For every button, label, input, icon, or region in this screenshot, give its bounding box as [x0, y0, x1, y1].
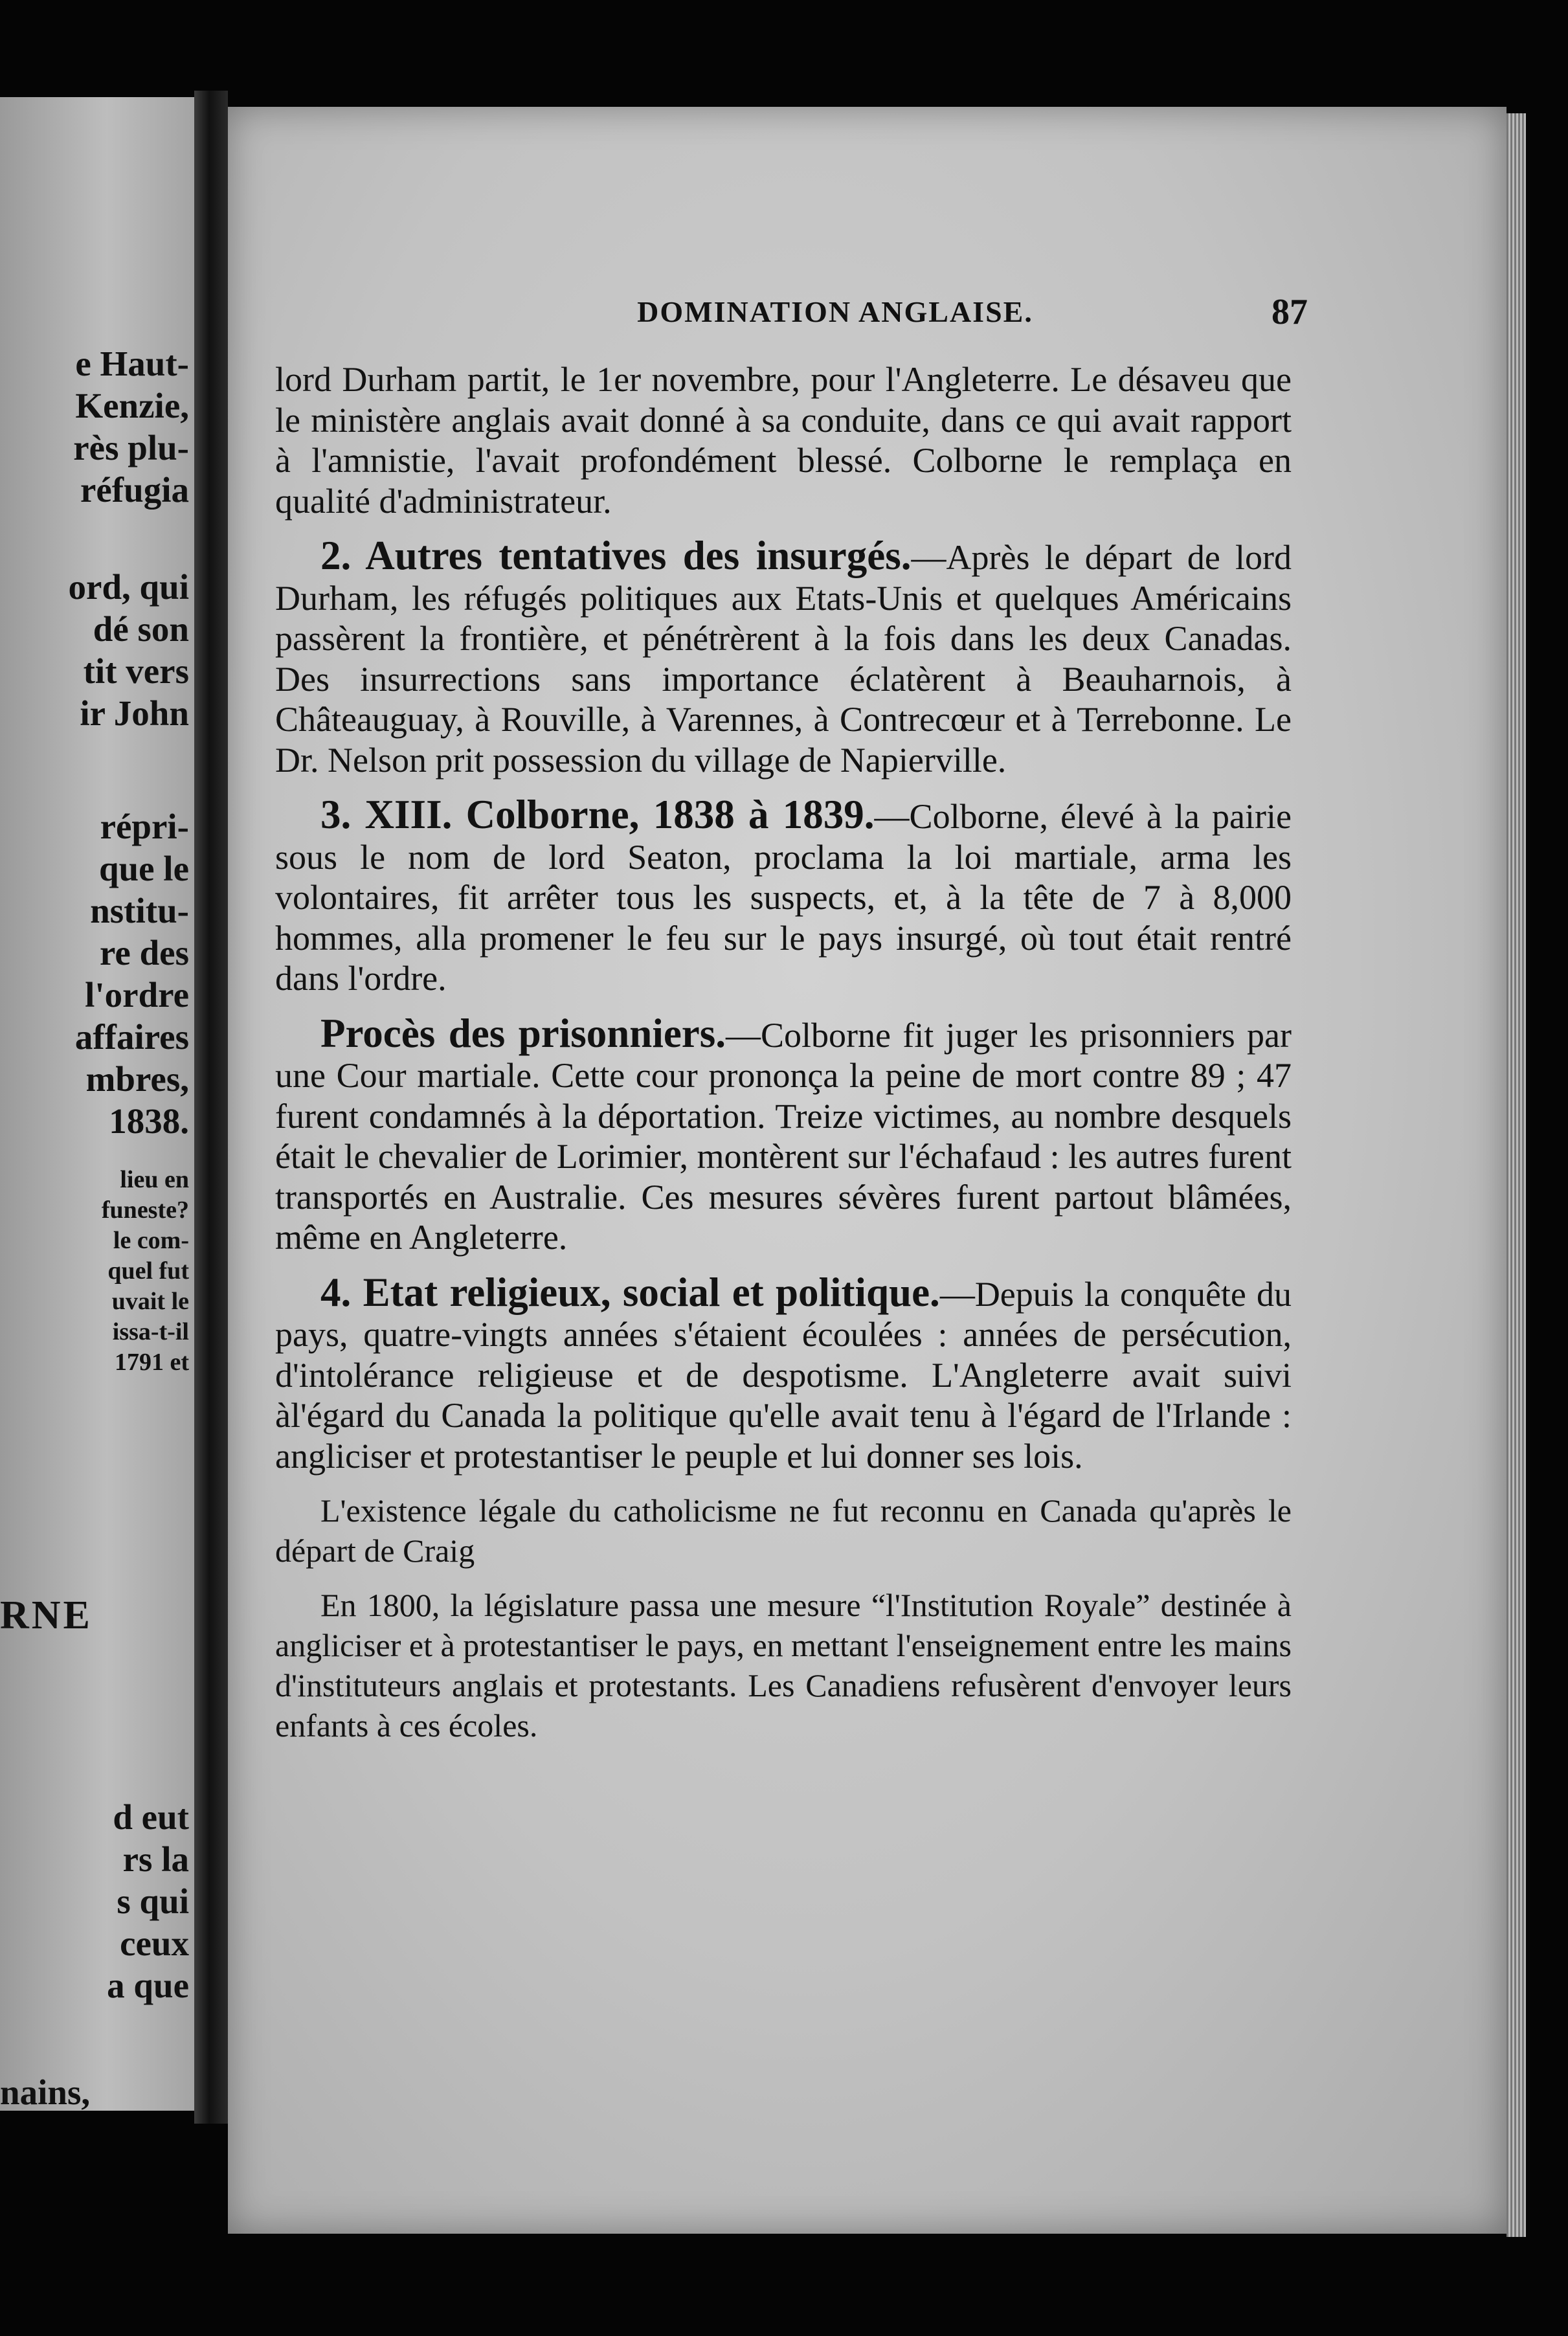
left-fragment: a que — [107, 1966, 189, 2005]
left-fragment: rès plu- — [73, 428, 189, 467]
left-fragment: tit vers — [83, 651, 189, 691]
paragraph: L'existence légale du catholicisme ne fut reconnu en Canada qu'après le départ de Craig — [275, 1492, 1292, 1569]
left-fragment: dé son — [93, 609, 189, 649]
previous-page-edge — [0, 97, 194, 2111]
left-fragment: s qui — [117, 1881, 189, 1921]
left-fragment: Kenzie, — [75, 386, 189, 425]
page-body — [275, 359, 1292, 1746]
section-proces — [275, 1010, 1292, 1258]
section-text: —Depuis la conquête du pays, quatre-vingts années s'étaient écoulées : années de persécution, d'intolérance religieuse et de despotisme. L'Angleterre avait suivi àl'égard du Canada la politique qu'elle avait tenu à l'égard de l'Irlande : angliciser et protestantiser le peuple et lui donner ses lois. — [275, 1274, 1292, 1476]
left-fragment: que le — [98, 849, 189, 888]
left-fragment: ord, qui — [68, 567, 189, 607]
left-fragment: mbres, — [85, 1059, 189, 1099]
left-fragment: ceux — [120, 1924, 189, 1963]
left-fragment: le com- — [113, 1227, 189, 1254]
left-fragment: nstitu- — [90, 891, 189, 930]
section-heading: 4. Etat religieux, social et politique. — [320, 1269, 940, 1315]
left-fragment: d eut — [113, 1797, 189, 1837]
left-fragment: 1838. — [109, 1101, 189, 1141]
paragraph: En 1800, la législature passa une mesure “l'Institution Royale” destinée à angliciser et à protestantiser le pays, en mettant l'enseignement entre les mains d'instituteurs anglais et protestants. Les Canadiens refusèrent d'envoyer leurs enfants à ces écoles. — [275, 1587, 1292, 1744]
page-number: 87 — [1271, 292, 1308, 332]
paragraph: lord Durham partit, le 1er novembre, pour l'Angleterre. Le désaveu que le ministère anglais avait donné à sa conduite, dans ce qui avait rapport à l'amnistie, l'avait profondément blessé. Colborne le remplaça en qualité d'administrateur. — [275, 360, 1292, 521]
section-text: —Colborne fit juger les prisonniers par une Cour martiale. Cette cour prononça la peine de mort contre 89 ; 47 furent condamnés à la déportation. Treize victimes, au nombre desquels était le chevalier de Lorimier, montèrent sur l'échafaud : les autres furent transportés en Australie. Ces mesures sévères furent partout blâmées, même en Angleterre. — [275, 1015, 1292, 1257]
left-fragment-heading: RNE — [0, 1593, 93, 1637]
section-heading: 3. XIII. Colborne, 1838 à 1839. — [320, 792, 875, 837]
running-head: DOMINATION ANGLAISE. — [637, 295, 1033, 328]
section-4 — [275, 1269, 1292, 1477]
section-3 — [275, 794, 1292, 999]
left-fragment: 1791 et — [114, 1349, 189, 1376]
section-heading: 2. Autres tentatives des insurgés. — [320, 533, 912, 578]
left-fragment: uvait le — [111, 1288, 189, 1315]
left-fragment: réfugia — [80, 470, 189, 510]
book-gutter — [194, 91, 228, 2124]
left-fragment: répri- — [100, 807, 189, 846]
left-fragment: rs la — [122, 1839, 189, 1879]
section-heading: Procès des prisonniers. — [320, 1010, 726, 1056]
page-stack-edge — [1506, 113, 1526, 2237]
left-fragment: funeste? — [101, 1196, 189, 1224]
left-fragment: e Haut- — [75, 344, 189, 383]
left-fragment: quel fut — [107, 1257, 189, 1285]
left-fragment: affaires — [74, 1017, 189, 1057]
section-text: —Colborne, élevé à la pairie sous le nom de lord Seaton, proclama la loi martiale, arma les volontaires, fit arrêter tous les suspects, et, à la tête de 7 à 8,000 hommes, alla promener le feu sur le pays insurgé, où tout était rentré dans l'ordre. — [275, 797, 1292, 998]
section-text: —Après le départ de lord Durham, les réfugés politiques aux Etats-Unis et quelques Américains passèrent la frontière, et pénétrèrent à la fois dans les deux Canadas. Des insurrections sans importance éclatèrent à Beauharnois, à Châteauguay, à Rouville, à Varennes, à Contrecœur et à Terrebonne. Le Dr. Nelson prit possession du village de Napierville. — [275, 538, 1292, 780]
left-fragment: lieu en — [120, 1166, 189, 1193]
left-fragment: issa-t-il — [112, 1318, 189, 1345]
left-fragment: nains, — [0, 2072, 91, 2111]
left-fragment: l'ordre — [85, 975, 189, 1015]
section-2 — [275, 535, 1292, 780]
left-fragment: re des — [100, 933, 189, 972]
left-fragment: ir John — [80, 693, 189, 733]
